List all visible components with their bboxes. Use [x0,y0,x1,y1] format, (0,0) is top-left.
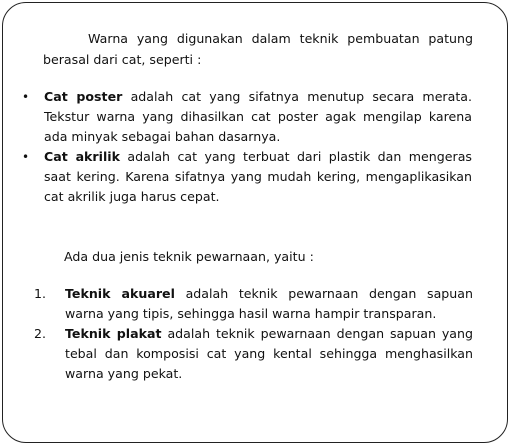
term-cat-akrilik: Cat akrilik [44,149,120,164]
list-item-teknik-akuarel [34,284,473,324]
desc-cat-akrilik: adalah cat yang terbuat dari plastik dan mengeras saat kering. Karena sifatnya yang mudah kering, mengaplikasikan cat akrilik juga harus cepat. [44,149,472,204]
bullet-icon: • [22,150,30,164]
list-number: 2. [34,326,47,341]
bullet-icon: • [22,90,30,104]
desc-cat-poster: adalah cat yang sifatnya menutup secara merata. Tekstur warna yang dihasilkan cat poster agak mengilap karena ada minyak sebagai bahan dasarnya. [44,89,472,144]
list-number: 1. [34,286,47,301]
term-cat-poster: Cat poster [44,89,123,104]
term-teknik-plakat: Teknik plakat [65,326,162,341]
intro-paragraph: Warna yang digunakan dalam teknik pembuatan patung berasal dari cat, seperti : [43,31,473,67]
desc-teknik-akuarel: adalah teknik pewarnaan dengan sapuan warna yang tipis, sehingga hasil warna hampir transparan. [65,286,473,321]
desc-teknik-plakat: adalah teknik pewarnaan dengan sapuan yang tebal dan komposisi cat yang kental sehingga menghasilkan warna yang pekat. [65,326,473,381]
list-item-cat-akrilik [22,147,472,207]
list-item-cat-poster [22,87,472,147]
paint-list [0,87,512,207]
coloring-paragraph: Ada dua jenis teknik pewarnaan, yaitu : [64,249,314,264]
list-item-teknik-plakat [34,324,473,384]
term-teknik-akuarel: Teknik akuarel [65,286,175,301]
technique-list [0,284,512,384]
